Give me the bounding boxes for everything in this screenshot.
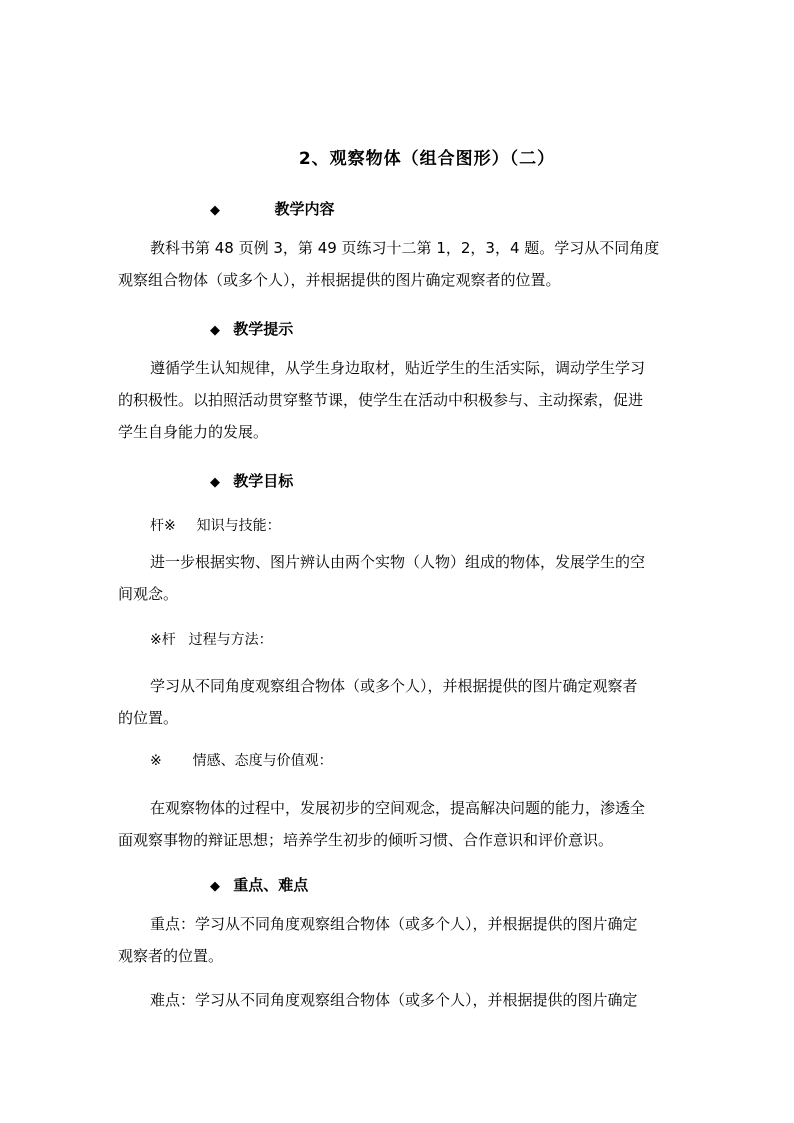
- hint-paragraph: [118, 352, 678, 448]
- heading-label: 重点、难点: [233, 876, 309, 894]
- paragraph-line: 教科书第 48 页例 3，第 49 页练习十二第 1，2，3，4 题。学习从不同角度: [150, 239, 660, 257]
- page-title: 2、观察物体（组合图形）（二）: [298, 149, 556, 169]
- difficulty-paragraph: [118, 984, 678, 1016]
- paragraph-line: 学生自身能力的发展。: [118, 423, 269, 441]
- goal-emotion-label: [150, 750, 333, 770]
- paragraph-line: 遵循学生认知规律，从学生身边取材，贴近学生的生活实际，调动学生学习: [150, 359, 646, 377]
- paragraph-line: 学习从不同角度观察组合物体（或多个人），并根据提供的图片确定观察者: [150, 677, 638, 695]
- paragraph-line: 间观念。: [118, 585, 179, 603]
- paragraph-line: 观察组合物体（或多个人），并根据提供的图片确定观察者的位置。: [118, 271, 561, 289]
- sub-marker: ※: [150, 753, 162, 769]
- sub-label: 情感、态度与价值观：: [192, 753, 333, 769]
- paragraph-line: 重点：学习从不同角度观察组合物体（或多个人），并根据提供的图片确定: [150, 915, 638, 933]
- section-heading-hint: [210, 318, 293, 339]
- sub-label: 过程与方法：: [188, 632, 273, 648]
- focus-paragraph: [118, 908, 678, 972]
- section-heading-content: [210, 198, 334, 219]
- section-heading-key: [210, 874, 308, 895]
- sub-marker: 杆※: [150, 518, 176, 534]
- paragraph-line: 的积极性。以拍照活动贯穿整节课，使学生在活动中积极参与、主动探索，促进: [118, 391, 644, 409]
- diamond-bullet-icon: ◆: [210, 475, 220, 490]
- paragraph-line: 进一步根据实物、图片辨认由两个实物（人物）组成的物体，发展学生的空: [150, 553, 646, 571]
- sub-marker: ※杆: [150, 632, 176, 648]
- paragraph-line: 在观察物体的过程中，发展初步的空间观念，提高解决问题的能力，渗透全: [150, 799, 646, 817]
- emotion-paragraph: [118, 792, 678, 856]
- paragraph-line: 的位置。: [118, 709, 179, 727]
- paragraph-line: 难点：学习从不同角度观察组合物体（或多个人），并根据提供的图片确定: [150, 991, 638, 1009]
- heading-label: 教学内容: [274, 200, 335, 218]
- goal-knowledge-label: [150, 515, 281, 535]
- process-paragraph: [118, 670, 678, 734]
- heading-label: 教学目标: [233, 472, 294, 490]
- paragraph-line: 面观察事物的辩证思想；培养学生初步的倾听习惯、合作意识和评价意识。: [118, 831, 614, 849]
- content-paragraph: [118, 232, 678, 296]
- diamond-bullet-icon: ◆: [210, 203, 220, 218]
- knowledge-paragraph: [118, 546, 678, 610]
- paragraph-line: 观察者的位置。: [118, 947, 224, 965]
- sub-label: 知识与技能：: [196, 518, 281, 534]
- diamond-bullet-icon: ◆: [210, 323, 220, 338]
- heading-label: 教学提示: [233, 320, 294, 338]
- section-heading-goal: [210, 470, 293, 491]
- diamond-bullet-icon: ◆: [210, 879, 220, 894]
- goal-process-label: [150, 629, 273, 649]
